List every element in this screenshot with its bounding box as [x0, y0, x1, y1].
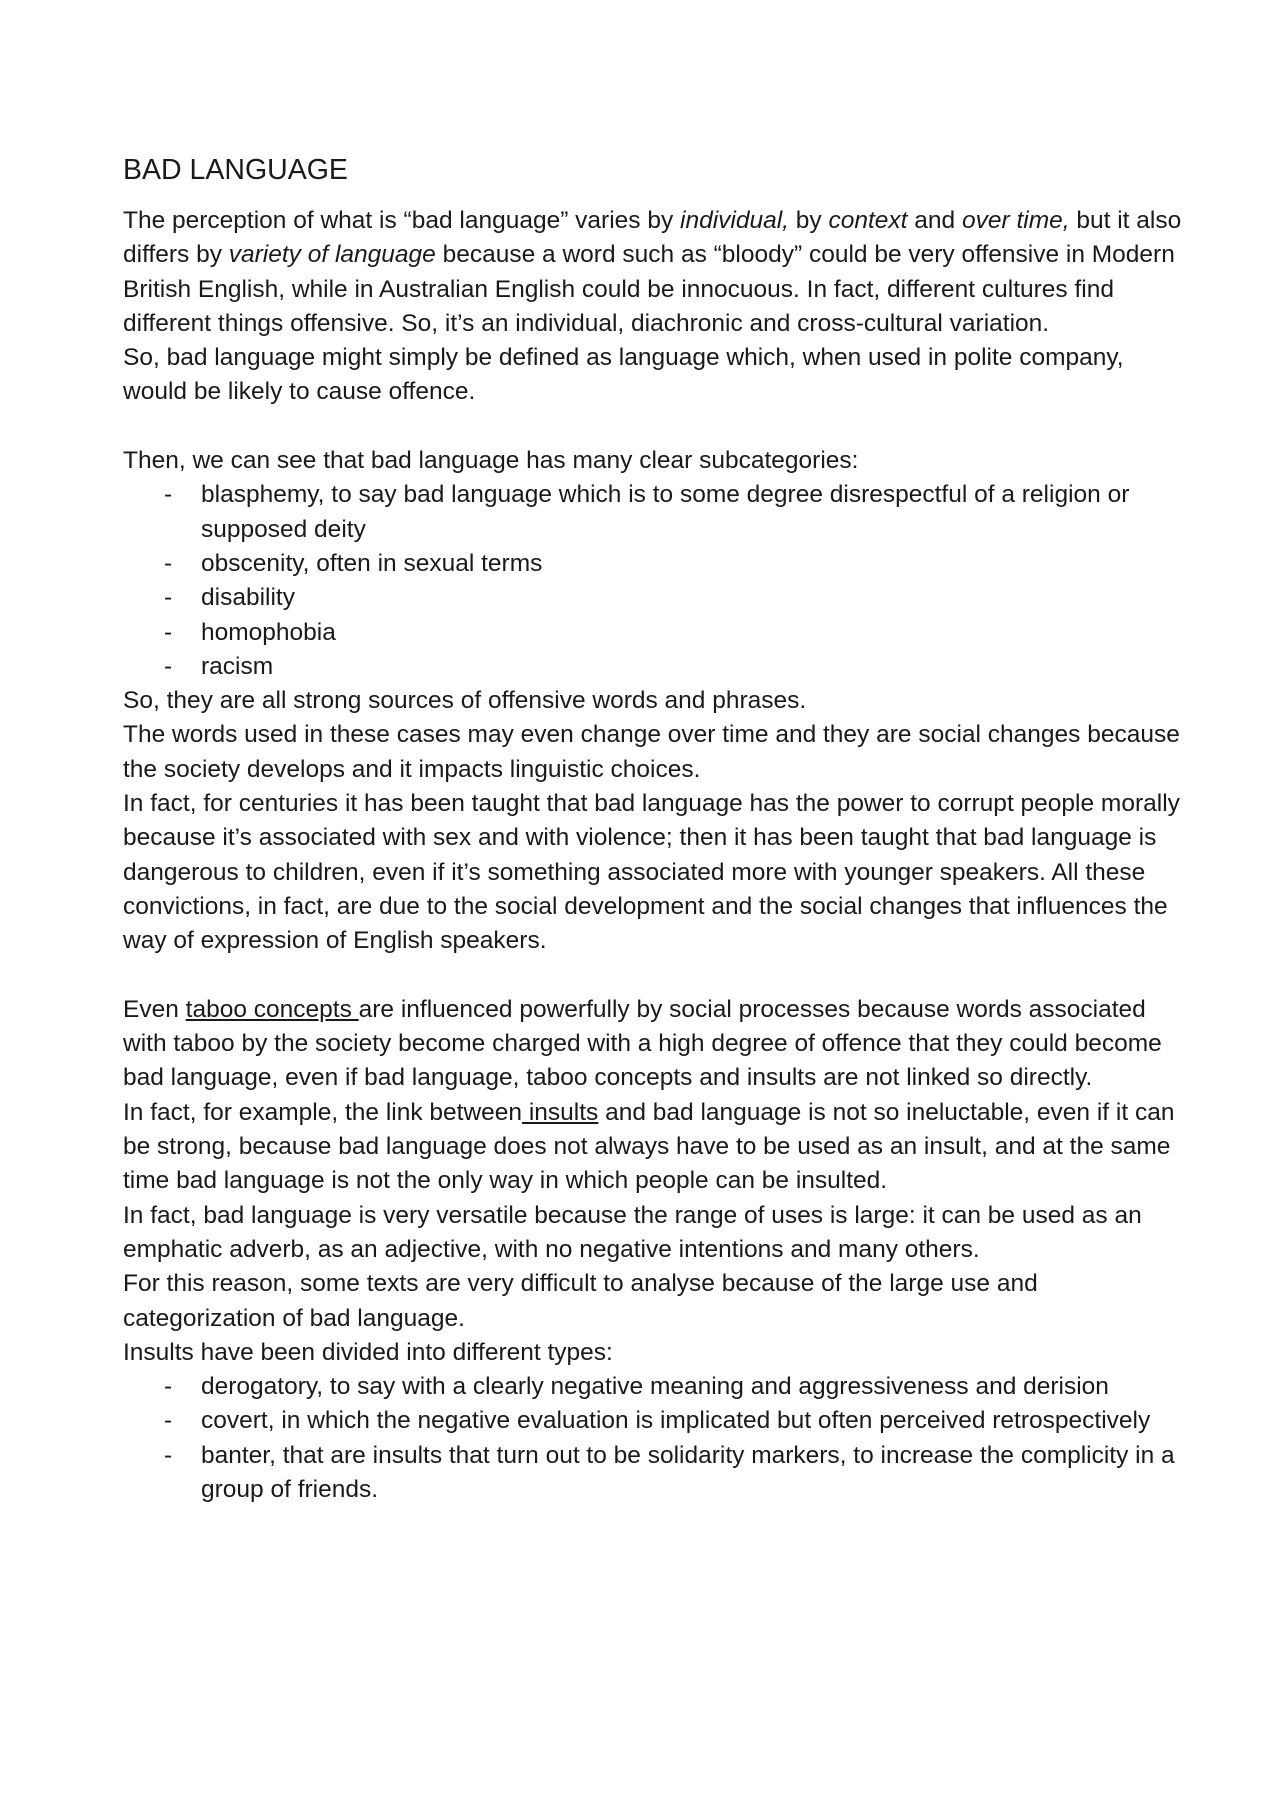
text-run: because a word such as “bloody” could be very offensive in Modern British English, while in Australian English could be innocuous. In fact, different cultures find different things offensive. So, it’s an individual, diachronic and cross-cultural variation. — [123, 241, 1175, 337]
paragraph-centuries: In fact, for centuries it has been taught that bad language has the power to corrupt people morally because it’s associated with sex and with violence; then it has been taught that bad language is dangerous to children, even if it’s something associated more with younger speakers. All these convictions, in fact, are due to the social development and the social changes that influences the way of expression of English speakers. — [123, 790, 1180, 955]
text-run: In fact, for example, the link between — [123, 1098, 523, 1126]
list-item: - racism — [201, 650, 1183, 684]
list-item: - homophobia — [201, 616, 1183, 650]
list-item: - banter, that are insults that turn out to be solidarity markers, to increase the complicity in a group of friends. — [201, 1439, 1183, 1508]
text-run: are influenced powerfully by social processes because words associated with taboo by the society become charged with a high degree of offence that they could become bad language, even if bad language, taboo concepts and insults are not linked so directly. — [123, 995, 1162, 1092]
blank-line — [123, 959, 1183, 993]
underlined-run: insults — [522, 1098, 599, 1126]
insult-types-list — [123, 1370, 1183, 1507]
list-item: - obscenity, often in sexual terms — [201, 547, 1183, 581]
document-page — [123, 150, 1183, 1507]
paragraph-insult-types-intro: Insults have been divided into different types: — [123, 1338, 613, 1366]
italic-run: variety of language — [228, 241, 436, 269]
text-run: and bad language is not so ineluctable, even if it can be strong, because bad language does not always have to be used as an insult, and at the same time bad language is not the only way in which people can be insulted. — [123, 1098, 1175, 1195]
italic-run: over time, — [962, 207, 1070, 234]
paragraph-perception — [123, 204, 1183, 341]
list-item: - blasphemy, to say bad language which is to some degree disrespectful of a religion or supposed deity — [201, 478, 1183, 547]
paragraph-definition: So, bad language might simply be defined as language which, when used in polite company, would be likely to cause offence. — [123, 344, 1124, 406]
blank-line — [123, 410, 1183, 444]
text-run: and — [907, 207, 962, 234]
list-item: - disability — [201, 581, 1183, 615]
paragraph-analyse: For this reason, some texts are very difficult to analyse because of the large use and categorization of bad language. — [123, 1270, 1038, 1332]
text-run: Even — [123, 995, 186, 1023]
paragraph-social-changes: The words used in these cases may even change over time and they are social changes because the society develops and it impacts linguistic choices. — [123, 721, 1180, 783]
underlined-run: taboo concepts — [185, 995, 359, 1023]
list-item: - derogatory, to say with a clearly negative meaning and aggressiveness and derision — [201, 1370, 1183, 1404]
document-title: BAD LANGUAGE — [123, 154, 348, 186]
text-run: The perception of what is “bad language” varies by — [123, 207, 681, 234]
paragraph-sources: So, they are all strong sources of offensive words and phrases. — [123, 687, 807, 715]
paragraph-insults-link — [123, 1096, 1183, 1199]
list-item: - covert, in which the negative evaluation is implicated but often perceived retrospectively — [201, 1404, 1183, 1438]
text-run: but it also differs by — [123, 207, 1182, 269]
paragraph-taboo — [123, 993, 1183, 1096]
italic-run: context — [828, 207, 908, 234]
text-run: by — [789, 207, 829, 234]
italic-run: individual, — [680, 207, 789, 234]
paragraph-versatile: In fact, bad language is very versatile because the range of uses is large: it can be used as an emphatic adverb, as an adjective, with no negative intentions and many others. — [123, 1201, 1142, 1263]
paragraph-subcategories-intro: Then, we can see that bad language has many clear subcategories: — [123, 447, 859, 475]
subcategories-list — [123, 478, 1183, 684]
